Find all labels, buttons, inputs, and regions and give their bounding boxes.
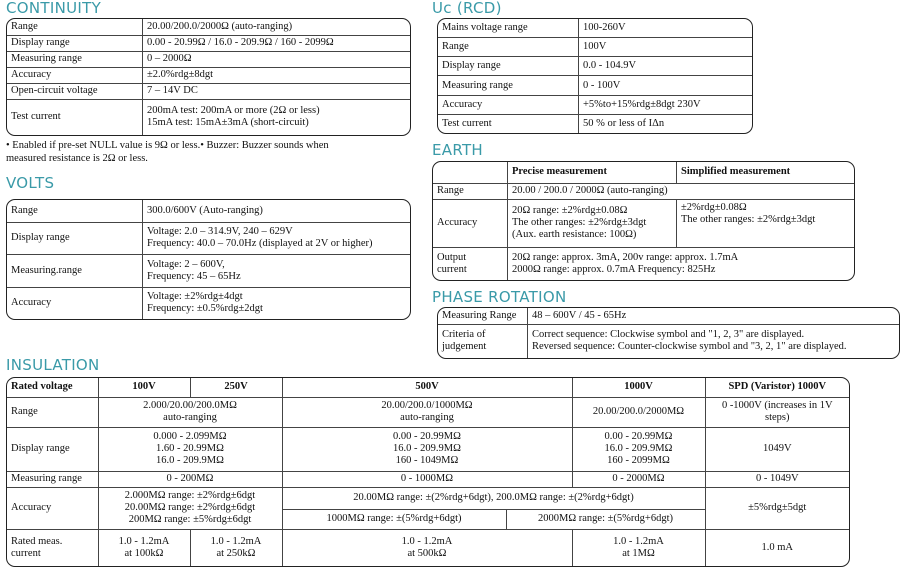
- table-row: Criteria of judgement Correct sequence: Clockwise symbol and "1, 2, 3" are displayed. Reversed sequence: Counter-clockwise symbol and "3, 2, 1" are displayed.: [438, 324, 899, 358]
- rcd-title: Uc (RCD): [432, 0, 502, 17]
- earth-table: [432, 161, 855, 281]
- insulation-table: [6, 377, 850, 567]
- table-row: Mains voltage range 100-260V: [438, 19, 752, 38]
- insulation-title: INSULATION: [6, 356, 100, 374]
- table-row: Accuracy +5%to+15%rdg±8dgt 230V: [438, 95, 752, 114]
- volts-table: [6, 199, 411, 320]
- continuity-title: CONTINUITY: [6, 0, 102, 17]
- table-row: Precise measurement Simplified measurement: [433, 162, 854, 183]
- table-row: Rated meas. current 1.0 - 1.2mA at 100kΩ 1.0 - 1.2mA at 250kΩ 1.0 - 1.2mA at 500kΩ 1.0 - 1.2mA at 1MΩ 1.0 mA: [7, 529, 849, 566]
- table-row: Measuring.range Voltage: 2 – 600V, Frequency: 45 – 65Hz: [7, 255, 410, 288]
- table-row: Output current 20Ω range: approx. 3mA, 200v range: approx. 1.7mA 2000Ω range: approx. 0.7mA Frequency: 825Hz: [433, 247, 854, 280]
- table-row: Accuracy ±2.0%rdg±8dgt: [7, 67, 410, 83]
- table-row: Open-circuit voltage 7 – 14V DC: [7, 83, 410, 99]
- table-row: Display range 0.000 - 2.099MΩ 1.60 - 20.99MΩ 16.0 - 209.9MΩ 0.00 - 20.99MΩ 16.0 - 209.9MΩ 160 - 1049MΩ 0.00 - 20.99MΩ 16.0 - 209.9MΩ 160 - 2099MΩ 1049V: [7, 427, 849, 471]
- table-row: Display range 0.00 - 20.99Ω / 16.0 - 209.9Ω / 160 - 2099Ω: [7, 35, 410, 51]
- table-row: Range 100V: [438, 38, 752, 57]
- phase-table: [437, 307, 900, 359]
- table-row: Measuring range 0 – 2000Ω: [7, 51, 410, 67]
- phase-title: PHASE ROTATION: [432, 288, 567, 306]
- table-row: Measuring range 0 - 200MΩ 0 - 1000MΩ 0 - 2000MΩ 0 - 1049V: [7, 471, 849, 487]
- volts-title: VOLTS: [6, 174, 55, 192]
- table-row: Display range 0.0 - 104.9V: [438, 57, 752, 76]
- table-row: Display range Voltage: 2.0 – 314.9V, 240 – 629V Frequency: 40.0 – 70.0Hz (displayed at 2V or higher): [7, 222, 410, 255]
- continuity-table: [6, 18, 411, 136]
- earth-title: EARTH: [432, 141, 484, 159]
- table-row: Test current 200mA test: 200mA or more (2Ω or less) 15mA test: 15mA±3mA (short-circuit): [7, 99, 410, 135]
- table-row: Range 20.00/200.0/2000Ω (auto-ranging): [7, 19, 410, 35]
- table-row: Accuracy 2.000MΩ range: ±2%rdg±6dgt 20.00MΩ range: ±2%rdg±6dgt 200MΩ range: ±5%rdg±6dgt 20.00MΩ range: ±(2%rdg+6dgt), 200.0MΩ range: ±(2%rdg+6dgt) ±5%rdg±5dgt: [7, 487, 849, 509]
- table-row: Measuring range 0 - 100V: [438, 76, 752, 95]
- table-row: Range 300.0/600V (Auto-ranging): [7, 200, 410, 222]
- continuity-notes: • Enabled if pre-set NULL value is 9Ω or less.• Buzzer: Buzzer sounds when measured resistance is 2Ω or less.: [6, 140, 329, 164]
- table-row: Test current 50 % or less of IΔn: [438, 114, 752, 133]
- table-row: Rated voltage 100V 250V 500V 1000V SPD (Varistor) 1000V: [7, 378, 849, 397]
- table-row: Range 20.00 / 200.0 / 2000Ω (auto-ranging): [433, 183, 854, 199]
- table-row: Accuracy Voltage: ±2%rdg±4dgt Frequency: ±0.5%rdg±2dgt: [7, 287, 410, 319]
- rcd-table: [437, 18, 753, 134]
- table-row: Measuring Range 48 – 600V / 45 - 65Hz: [438, 308, 899, 324]
- table-row: 1000MΩ range: ±(5%rdg+6dgt) 2000MΩ range: ±(5%rdg+6dgt): [7, 509, 849, 529]
- table-row: Accuracy 20Ω range: ±2%rdg±0.08Ω The other ranges: ±2%rdg±3dgt (Aux. earth resistance: 100Ω) ±2%rdg±0.08Ω The other ranges: ±2%rdg±3dgt: [433, 199, 854, 247]
- table-row: Range 2.000/20.00/200.0MΩ auto-ranging 20.00/200.0/1000MΩ auto-ranging 20.00/200.0/2000MΩ 0 -1000V (increases in 1V steps): [7, 397, 849, 427]
